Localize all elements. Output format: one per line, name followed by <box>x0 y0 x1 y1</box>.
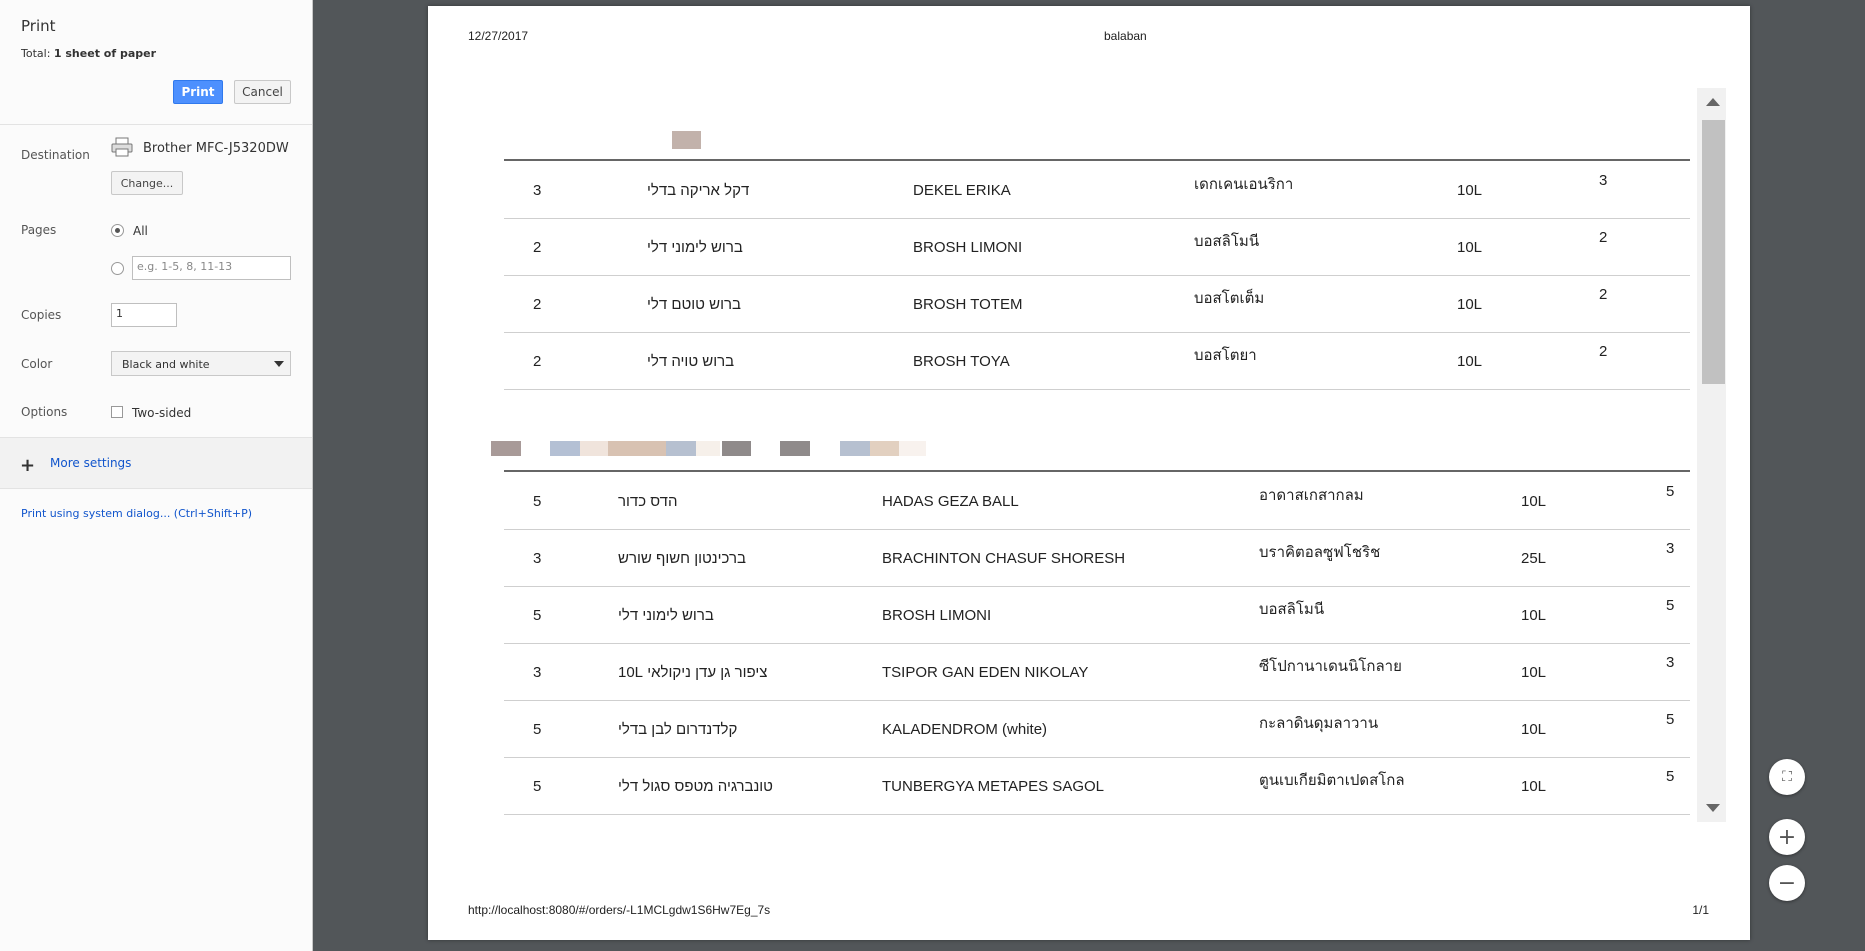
print-settings-panel <box>0 0 313 951</box>
table-top-rule <box>504 159 1690 161</box>
size-cell: 10L <box>1521 778 1547 795</box>
size-cell: 10L <box>1521 493 1547 510</box>
english-name-cell: HADAS GEZA BALL <box>882 493 1019 510</box>
two-sided-label: Two-sided <box>132 406 192 420</box>
english-name-cell: BROSH LIMONI <box>913 239 1023 256</box>
table-top-rule <box>504 470 1690 472</box>
size-cell: 10L <box>1457 296 1483 313</box>
quantity-cell: 2 <box>533 239 542 256</box>
table-row <box>504 587 1690 644</box>
pages-all-label: All <box>133 224 148 238</box>
thai-name-cell: บอสโตเต็ม <box>1194 290 1265 307</box>
copies-label: Copies <box>21 308 62 322</box>
quantity-repeat-cell: 5 <box>1666 768 1675 785</box>
quantity-cell: 5 <box>533 778 542 795</box>
system-dialog-link[interactable]: Print using system dialog... (Ctrl+Shift+P) <box>21 507 253 520</box>
cancel-button[interactable]: Cancel <box>234 80 291 104</box>
english-name-cell: BROSH TOYA <box>913 353 1010 370</box>
thai-name-cell: บอสโตยา <box>1194 347 1257 364</box>
more-settings-link[interactable]: More settings <box>50 456 132 470</box>
size-cell: 25L <box>1521 550 1547 567</box>
hebrew-name-cell: ברוש לימוני דלי <box>647 239 743 256</box>
quantity-repeat-cell: 5 <box>1666 597 1675 614</box>
scrollbar[interactable] <box>1697 88 1726 822</box>
image-swatch <box>870 441 899 456</box>
sheet-total <box>21 47 156 60</box>
size-cell: 10L <box>1521 721 1547 738</box>
scroll-down-arrow-icon[interactable] <box>1706 804 1720 812</box>
image-swatch <box>580 441 608 456</box>
header-date: 12/27/2017 <box>468 29 529 43</box>
image-swatch <box>550 441 580 456</box>
english-name-cell: DEKEL ERIKA <box>913 182 1011 199</box>
pages-all-radio[interactable] <box>111 224 124 237</box>
quantity-cell: 2 <box>533 353 542 370</box>
zoom-in-icon[interactable]: + <box>1769 819 1805 855</box>
quantity-repeat-cell: 3 <box>1599 172 1608 189</box>
size-cell: 10L <box>1521 607 1547 624</box>
printer-icon <box>111 137 133 157</box>
table-row <box>504 530 1690 587</box>
table-row <box>504 473 1690 530</box>
total-label: Total: <box>21 47 54 60</box>
color-label: Color <box>21 357 53 371</box>
thai-name-cell: ซีโปกานาเดนนิโกลาย <box>1259 658 1402 675</box>
quantity-cell: 3 <box>533 182 542 199</box>
thai-name-cell: กะลาดินดุมลาวาน <box>1259 715 1379 732</box>
two-sided-checkbox[interactable] <box>111 406 123 418</box>
options-label: Options <box>21 405 68 419</box>
chevron-down-icon <box>274 361 284 367</box>
table-row <box>504 333 1690 390</box>
english-name-cell: KALADENDROM (white) <box>882 721 1048 738</box>
quantity-repeat-cell: 2 <box>1599 229 1608 246</box>
thai-name-cell: อาดาสเกสากลม <box>1259 487 1364 504</box>
english-name-cell: TUNBERGYA METAPES SAGOL <box>882 778 1104 795</box>
zoom-out-icon[interactable]: − <box>1769 865 1805 901</box>
thai-name-cell: บอสลิโมนี <box>1194 233 1260 250</box>
quantity-repeat-cell: 2 <box>1599 343 1608 360</box>
hebrew-name-cell: ברכינטון חשוף שורש <box>618 550 746 567</box>
image-swatch <box>696 441 720 456</box>
color-select-value: Black and white <box>122 358 210 371</box>
header-title: balaban <box>1104 29 1147 43</box>
footer-url: http://localhost:8080/#/orders/-L1MCLgdw1S6Hw7Eg_7s <box>468 903 771 917</box>
total-value: 1 sheet of paper <box>53 47 157 60</box>
table-row <box>504 758 1690 815</box>
thai-name-cell: เดกเคนเอนริกา <box>1194 176 1294 193</box>
hebrew-name-cell: דקל אריקה בדלי <box>647 182 750 199</box>
size-cell: 10L <box>1457 239 1483 256</box>
quantity-cell: 5 <box>533 721 542 738</box>
scroll-up-arrow-icon[interactable] <box>1706 98 1720 106</box>
scroll-thumb[interactable] <box>1702 120 1725 384</box>
pages-label: Pages <box>21 223 57 237</box>
quantity-cell: 5 <box>533 607 542 624</box>
thai-name-cell: ตูนเบเกียมิตาเปดสโกล <box>1259 772 1405 789</box>
hebrew-name-cell: ציפור גן עדן ניקולאי 10L <box>618 664 768 681</box>
image-swatch <box>899 441 926 456</box>
divider <box>0 124 312 125</box>
hebrew-name-cell: ברוש טויה דלי <box>647 353 735 370</box>
fit-to-page-icon[interactable]: ⛶ <box>1769 759 1805 795</box>
image-swatch <box>608 441 666 456</box>
image-swatch <box>491 441 521 456</box>
thai-name-cell: บราคิตอลซูฟโชริช <box>1259 544 1381 561</box>
size-cell: 10L <box>1457 182 1483 199</box>
panel-title: Print <box>21 17 56 35</box>
table-row <box>504 644 1690 701</box>
destination-value: Brother MFC-J5320DW <box>143 141 289 156</box>
quantity-repeat-cell: 5 <box>1666 483 1675 500</box>
english-name-cell: BROSH TOTEM <box>913 296 1023 313</box>
pages-range-input[interactable]: e.g. 1-5, 8, 11-13 <box>132 256 291 280</box>
size-cell: 10L <box>1521 664 1547 681</box>
thai-name-cell: บอสลิโมนี <box>1259 601 1325 618</box>
pages-custom-radio[interactable] <box>111 262 124 275</box>
preview-page <box>428 6 1750 940</box>
more-settings-row[interactable] <box>0 437 312 489</box>
plus-icon: + <box>20 455 36 476</box>
image-swatch <box>666 441 696 456</box>
change-destination-button[interactable]: Change... <box>111 171 183 195</box>
hebrew-name-cell: הדס כדור <box>618 493 678 510</box>
table-row <box>504 162 1690 219</box>
quantity-repeat-cell: 3 <box>1666 654 1675 671</box>
quantity-cell: 3 <box>533 550 542 567</box>
copies-input[interactable]: 1 <box>111 303 177 327</box>
quantity-cell: 5 <box>533 493 542 510</box>
hebrew-name-cell: טונברגיה מטפס סגול דלי <box>618 778 773 795</box>
quantity-repeat-cell: 5 <box>1666 711 1675 728</box>
english-name-cell: BRACHINTON CHASUF SHORESH <box>882 550 1126 567</box>
quantity-cell: 2 <box>533 296 542 313</box>
destination-label: Destination <box>21 148 90 162</box>
table-row <box>504 276 1690 333</box>
hebrew-name-cell: ברוש לימוני דלי <box>618 607 714 624</box>
table-row <box>504 701 1690 758</box>
hebrew-name-cell: קלדנדרום לבן בדלי <box>618 721 738 738</box>
table-row <box>504 219 1690 276</box>
image-swatch <box>840 441 870 456</box>
english-name-cell: TSIPOR GAN EDEN NIKOLAY <box>882 664 1089 681</box>
print-button[interactable]: Print <box>173 80 223 104</box>
product-thumbnail <box>672 131 701 149</box>
image-swatch <box>780 441 810 456</box>
size-cell: 10L <box>1457 353 1483 370</box>
hebrew-name-cell: ברוש טוטם דלי <box>647 296 741 313</box>
quantity-repeat-cell: 3 <box>1666 540 1675 557</box>
english-name-cell: BROSH LIMONI <box>882 607 992 624</box>
quantity-cell: 3 <box>533 664 542 681</box>
color-select[interactable] <box>111 351 291 376</box>
footer-page-number: 1/1 <box>1692 903 1709 917</box>
quantity-repeat-cell: 2 <box>1599 286 1608 303</box>
image-swatch <box>722 441 751 456</box>
